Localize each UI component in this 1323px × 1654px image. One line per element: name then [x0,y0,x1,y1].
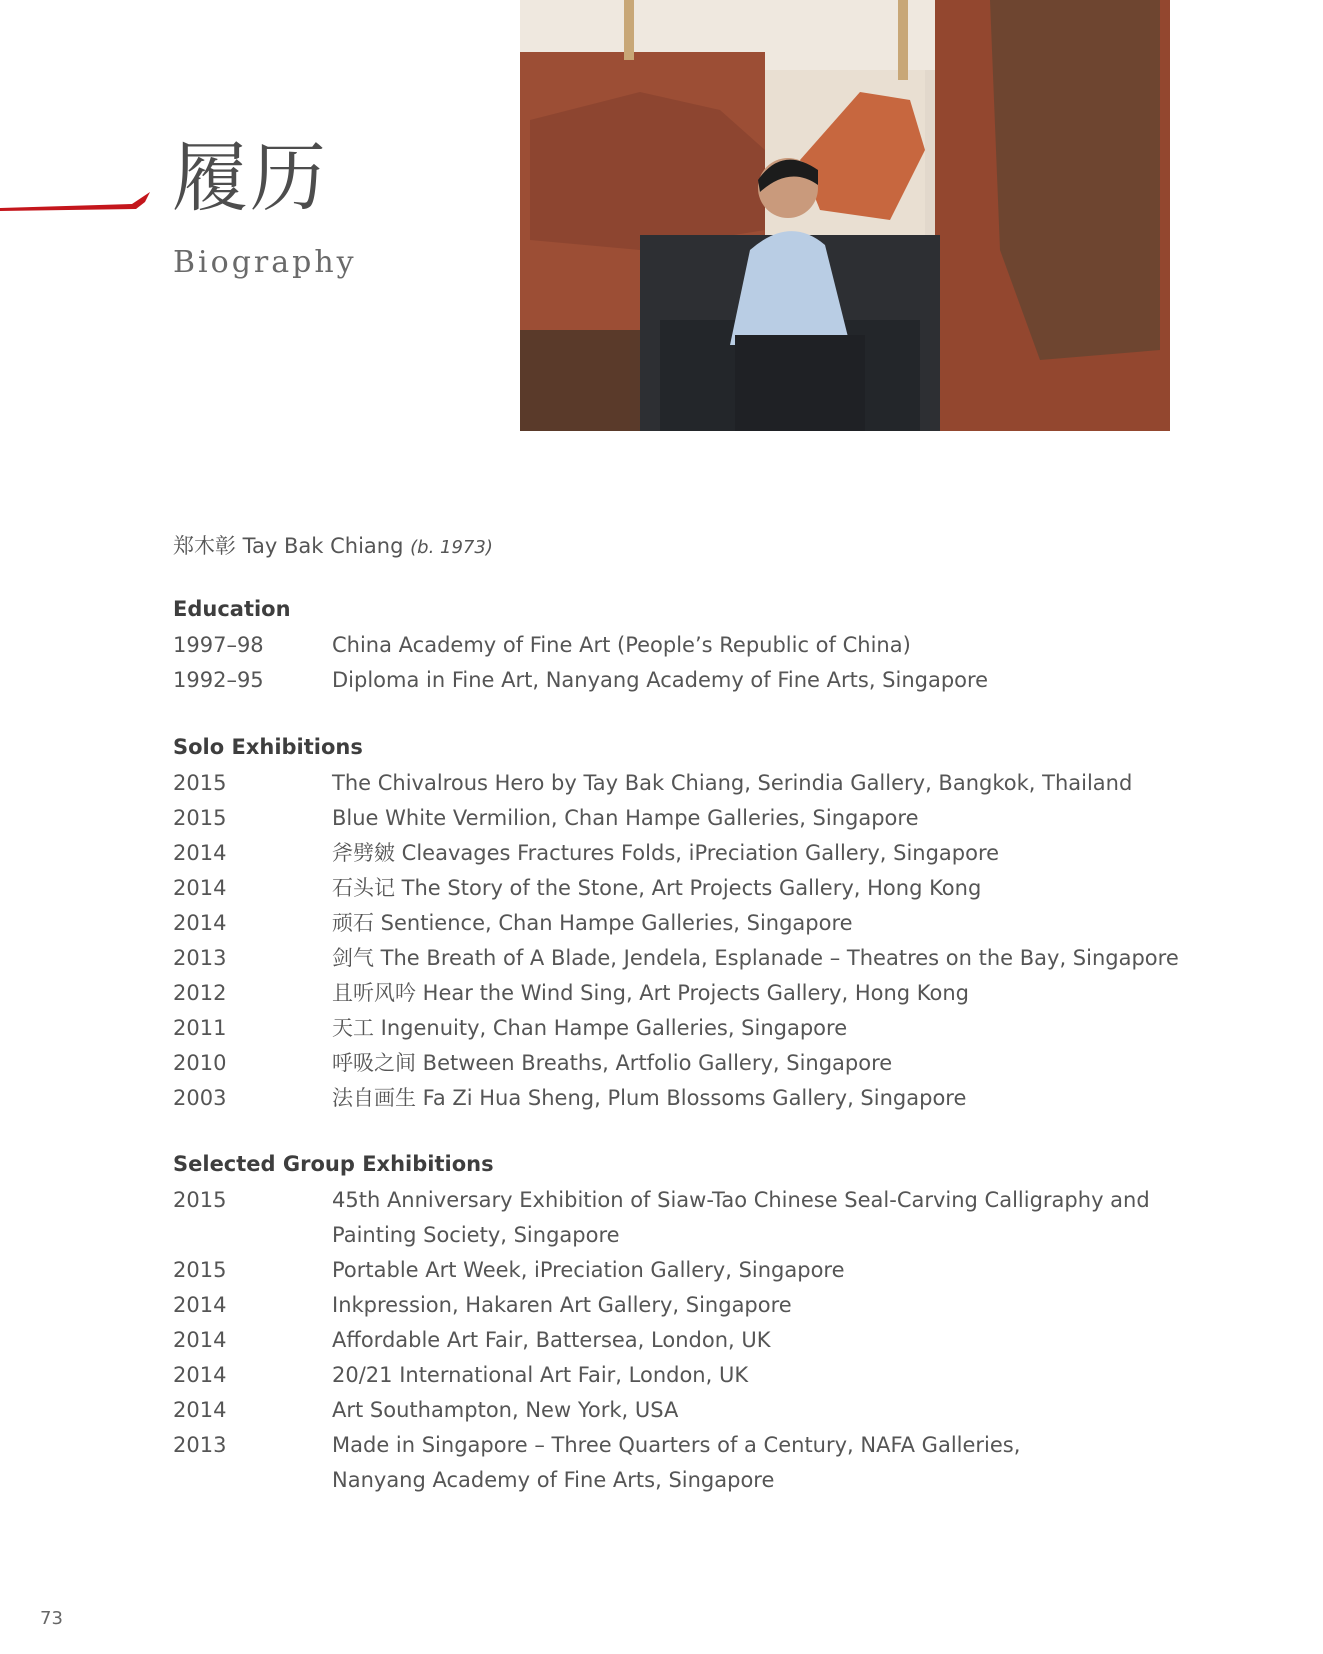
solo-exhibitions-list [173,766,1183,1116]
list-item [173,663,1183,698]
solo-exhibitions-heading: Solo Exhibitions [173,735,363,759]
item-year: 2014 [173,1293,227,1317]
item-text: 且听风吟 Hear the Wind Sing, Art Projects Gallery, Hong Kong [332,981,969,1005]
item-text: 呼吸之间 Between Breaths, Artfolio Gallery, Singapore [332,1051,893,1075]
artist-name-line [173,530,493,560]
item-year: 2014 [173,841,227,865]
list-item [173,1081,1183,1116]
item-year: 2011 [173,1016,227,1040]
group-exhibitions-list [173,1183,1183,1498]
item-text [332,1428,1183,1498]
item-text: Art Southampton, New York, USA [332,1398,679,1422]
item-text [332,1183,1183,1253]
list-item [173,628,1183,663]
item-text: China Academy of Fine Art (People’s Republic of China) [332,633,911,657]
list-item [173,1358,1183,1393]
item-text: Portable Art Week, iPreciation Gallery, Singapore [332,1258,845,1282]
list-item [173,1183,1183,1253]
item-year: 2014 [173,1398,227,1422]
item-year: 2014 [173,1328,227,1352]
item-year: 2015 [173,771,227,795]
item-year: 1997–98 [173,633,264,657]
item-text-line-1: Made in Singapore – Three Quarters of a Century, NAFA Galleries, [332,1433,1021,1457]
list-item [173,941,1183,976]
item-year: 2014 [173,1363,227,1387]
list-item [173,801,1183,836]
education-heading: Education [173,597,291,621]
item-text: Blue White Vermilion, Chan Hampe Galleries, Singapore [332,806,919,830]
item-year: 2010 [173,1051,227,1075]
education-list [173,628,1183,698]
item-text-line-2: Painting Society, Singapore [332,1223,620,1247]
item-text: 天工 Ingenuity, Chan Hampe Galleries, Singapore [332,1016,848,1040]
list-item [173,906,1183,941]
list-item [173,1428,1183,1498]
item-text: 顽石 Sentience, Chan Hampe Galleries, Singapore [332,911,853,935]
artist-name: 郑木彰 Tay Bak Chiang [173,534,404,558]
page-title-chinese: 履历 [172,133,328,222]
list-item [173,1011,1183,1046]
item-text: 剑气 The Breath of A Blade, Jendela, Esplanade – Theatres on the Bay, Singapore [332,946,1179,970]
list-item [173,871,1183,906]
item-year: 2013 [173,1433,227,1457]
item-year: 2015 [173,1188,227,1212]
item-year: 2014 [173,876,227,900]
page-number: 73 [40,1608,63,1629]
group-exhibitions-heading: Selected Group Exhibitions [173,1152,494,1176]
item-year: 2003 [173,1086,227,1110]
list-item [173,1393,1183,1428]
list-item [173,1253,1183,1288]
item-year: 2012 [173,981,227,1005]
red-brush-stroke [0,178,160,218]
artist-portrait-photo [520,0,1170,431]
item-year: 2014 [173,911,227,935]
artist-birth-year: (b. 1973) [410,537,493,558]
item-text: Inkpression, Hakaren Art Gallery, Singapore [332,1293,792,1317]
item-year: 2015 [173,806,227,830]
page-title-english: Biography [173,245,357,280]
item-year: 1992–95 [173,668,264,692]
item-text: Affordable Art Fair, Battersea, London, UK [332,1328,771,1352]
item-text-line-2: Nanyang Academy of Fine Arts, Singapore [332,1468,775,1492]
item-text: 石头记 The Story of the Stone, Art Projects Gallery, Hong Kong [332,876,982,900]
list-item [173,1046,1183,1081]
item-text: Diploma in Fine Art, Nanyang Academy of Fine Arts, Singapore [332,668,989,692]
item-text: 斧劈皴 Cleavages Fractures Folds, iPreciation Gallery, Singapore [332,841,1000,865]
item-year: 2015 [173,1258,227,1282]
list-item [173,1288,1183,1323]
list-item [173,836,1183,871]
list-item [173,1323,1183,1358]
item-text-line-1: 45th Anniversary Exhibition of Siaw-Tao Chinese Seal-Carving Calligraphy and [332,1188,1150,1212]
item-text: 20/21 International Art Fair, London, UK [332,1363,749,1387]
item-text: 法自画生 Fa Zi Hua Sheng, Plum Blossoms Gallery, Singapore [332,1086,967,1110]
list-item [173,766,1183,801]
list-item [173,976,1183,1011]
item-year: 2013 [173,946,227,970]
item-text: The Chivalrous Hero by Tay Bak Chiang, Serindia Gallery, Bangkok, Thailand [332,771,1133,795]
